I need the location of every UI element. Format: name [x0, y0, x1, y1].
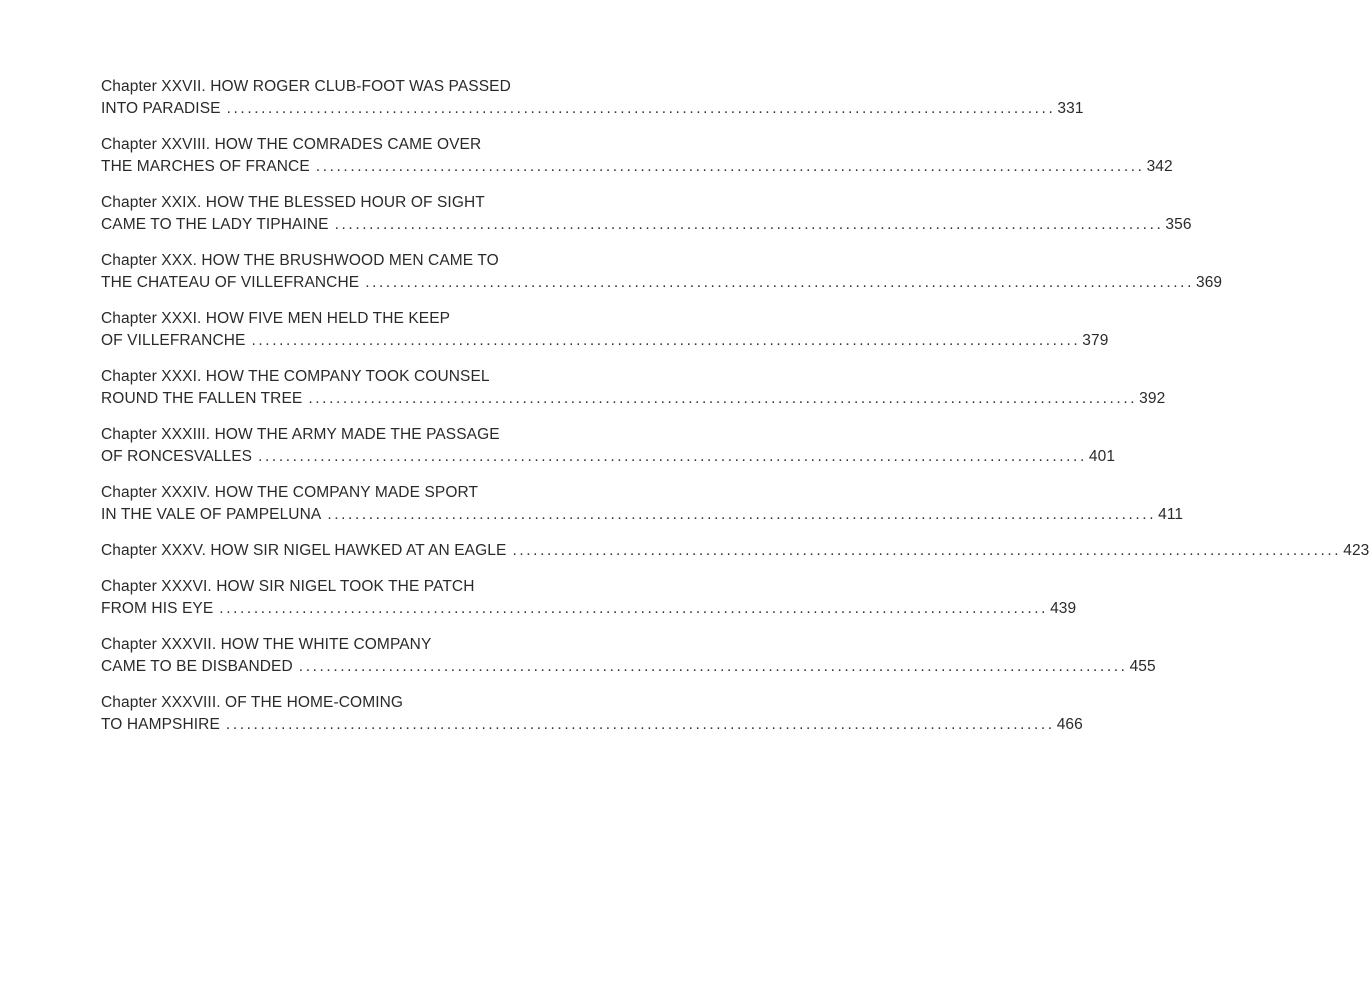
dot-leader: ........................................................................................................................: [251, 332, 1081, 349]
toc-entry-title-continued: IN THE VALE OF PAMPELUNA: [101, 506, 322, 523]
toc-entry-xxxvi[interactable]: [101, 576, 1077, 634]
toc-entry-title: Chapter XXIX. HOW THE BLESSED HOUR OF SIGHT: [101, 194, 485, 211]
toc-entry-title-continued: FROM HIS EYE: [101, 600, 214, 617]
toc-page-number: 379: [1082, 332, 1109, 349]
toc-entry-xxvii[interactable]: [101, 76, 1084, 134]
toc-entry-xxxi-counsel[interactable]: [101, 366, 1166, 424]
dot-leader: ........................................................................................................................: [512, 542, 1342, 559]
toc-entry-xxix[interactable]: [101, 192, 1192, 250]
toc-page-number: 423: [1343, 542, 1369, 559]
toc-page-number: 455: [1129, 658, 1156, 675]
toc-entry-title: Chapter XXXI. HOW FIVE MEN HELD THE KEEP: [101, 310, 451, 327]
toc-entry-title: Chapter XXVII. HOW ROGER CLUB-FOOT WAS PASSED: [101, 78, 511, 95]
toc-entry-title-continued: INTO PARADISE: [101, 100, 221, 117]
toc-entry-xxxiii[interactable]: [101, 424, 1116, 482]
toc-page-number: 401: [1088, 448, 1116, 465]
toc-page-number: 439: [1050, 600, 1077, 617]
toc-entry-xxxv[interactable]: [101, 540, 1369, 576]
toc-page-number: 342: [1146, 158, 1173, 175]
dot-leader: ........................................................................................................................: [365, 274, 1194, 291]
toc-entry-title: Chapter XXXVII. HOW THE WHITE COMPANY: [101, 636, 432, 653]
toc-entry-title-continued: ROUND THE FALLEN TREE: [101, 390, 303, 407]
toc-entry-title: Chapter XXX. HOW THE BRUSHWOOD MEN CAME TO: [101, 252, 499, 269]
toc-entry-xxxvii[interactable]: [101, 634, 1156, 692]
toc-entry-title-continued: OF RONCESVALLES: [101, 448, 253, 465]
toc-page-number: 369: [1195, 274, 1223, 291]
table-of-contents: [101, 76, 1369, 750]
toc-entry-title: Chapter XXXIII. HOW THE ARMY MADE THE PASSAGE: [101, 426, 500, 443]
dot-leader: ........................................................................................................................: [315, 158, 1145, 175]
dot-leader: ........................................................................................................................: [219, 600, 1049, 617]
dot-leader: ........................................................................................................................: [226, 100, 1056, 117]
toc-entry-title-continued: THE MARCHES OF FRANCE: [101, 158, 310, 175]
dot-leader: ........................................................................................................................: [298, 658, 1128, 675]
toc-entry-title-continued: OF VILLEFRANCHE: [101, 332, 246, 349]
dot-leader: ........................................................................................................................: [327, 506, 1157, 523]
toc-entry-xxviii[interactable]: [101, 134, 1173, 192]
toc-entry-xxxviii[interactable]: [101, 692, 1083, 750]
toc-page-number: 411: [1158, 506, 1184, 523]
toc-entry-title: Chapter XXVIII. HOW THE COMRADES CAME OVER: [101, 136, 482, 153]
toc-entry-xxxi-keep[interactable]: [101, 308, 1109, 366]
toc-page-number: 331: [1057, 100, 1084, 117]
toc-entry-title-continued: THE CHATEAU OF VILLEFRANCHE: [101, 274, 360, 291]
toc-page-number: 466: [1056, 716, 1083, 733]
toc-entry-title: Chapter XXXV. HOW SIR NIGEL HAWKED AT AN EAGLE: [101, 542, 507, 559]
toc-entry-title-continued: TO HAMPSHIRE: [101, 716, 220, 733]
toc-entry-xxx[interactable]: [101, 250, 1223, 308]
toc-page-number: 392: [1139, 390, 1166, 407]
toc-entry-title: Chapter XXXIV. HOW THE COMPANY MADE SPORT: [101, 484, 479, 501]
toc-entry-title: Chapter XXXI. HOW THE COMPANY TOOK COUNSEL: [101, 368, 490, 385]
dot-leader: ........................................................................................................................: [258, 448, 1087, 465]
toc-entry-xxxiv[interactable]: [101, 482, 1184, 540]
toc-entry-title-continued: CAME TO THE LADY TIPHAINE: [101, 216, 329, 233]
dot-leader: ........................................................................................................................: [308, 390, 1138, 407]
toc-page-number: 356: [1165, 216, 1192, 233]
toc-entry-title-continued: CAME TO BE DISBANDED: [101, 658, 293, 675]
dot-leader: ........................................................................................................................: [334, 216, 1164, 233]
dot-leader: ........................................................................................................................: [225, 716, 1055, 733]
toc-entry-title: Chapter XXXVIII. OF THE HOME-COMING: [101, 694, 404, 711]
toc-entry-title: Chapter XXXVI. HOW SIR NIGEL TOOK THE PATCH: [101, 578, 475, 595]
